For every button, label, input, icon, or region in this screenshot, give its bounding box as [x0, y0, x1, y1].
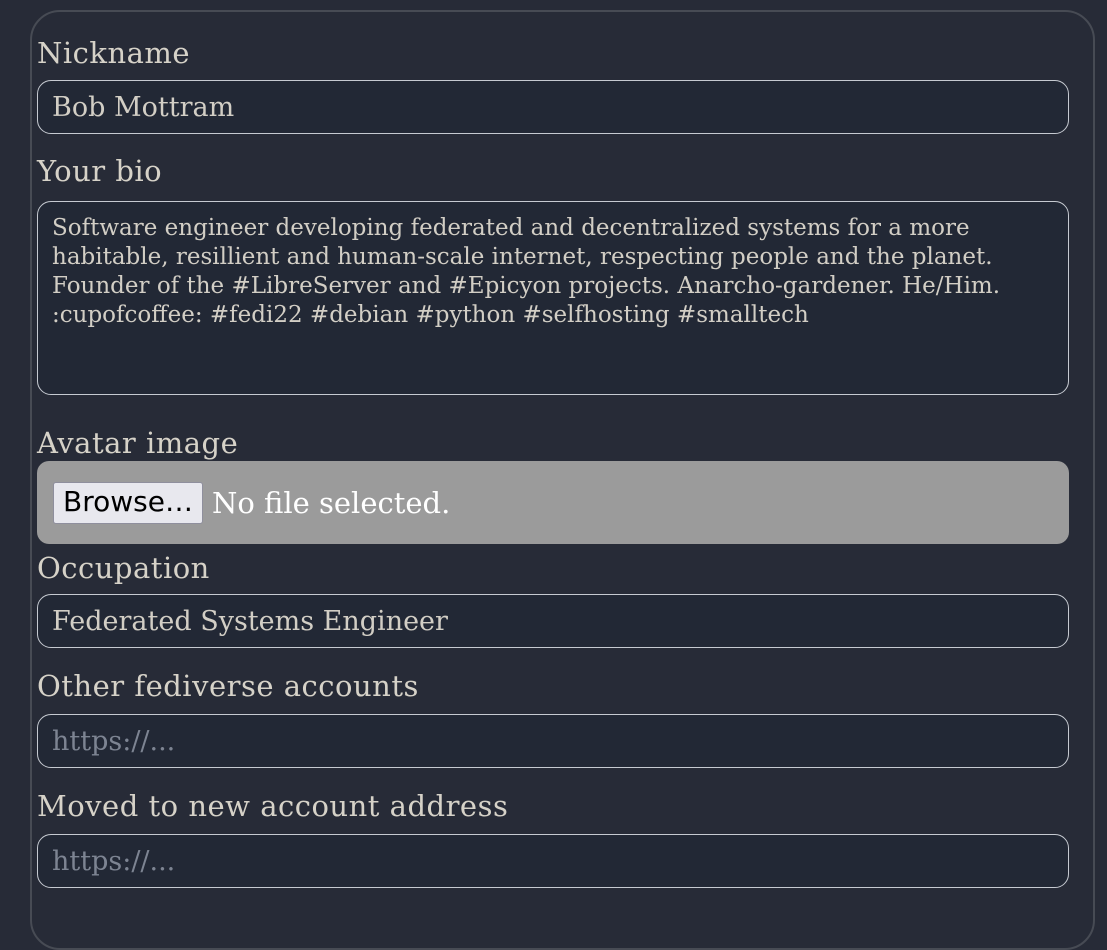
- bio-label: Your bio: [37, 154, 163, 188]
- file-status-text: No file selected.: [211, 485, 451, 520]
- occupation-input[interactable]: [37, 594, 1069, 648]
- nickname-label: Nickname: [37, 36, 191, 70]
- nickname-input[interactable]: [37, 80, 1069, 134]
- bio-textarea[interactable]: [37, 201, 1069, 395]
- other-fediverse-accounts-label: Other fediverse accounts: [37, 669, 419, 703]
- moved-to-new-account-label: Moved to new account address: [37, 789, 509, 823]
- occupation-label: Occupation: [37, 551, 210, 585]
- moved-to-new-account-input[interactable]: [37, 834, 1069, 888]
- avatar-file-input[interactable]: [37, 461, 1069, 544]
- other-fediverse-accounts-input[interactable]: [37, 714, 1069, 768]
- profile-settings-form: [30, 10, 1095, 950]
- browse-button[interactable]: Browse…: [53, 482, 203, 524]
- avatar-image-label: Avatar image: [37, 426, 239, 460]
